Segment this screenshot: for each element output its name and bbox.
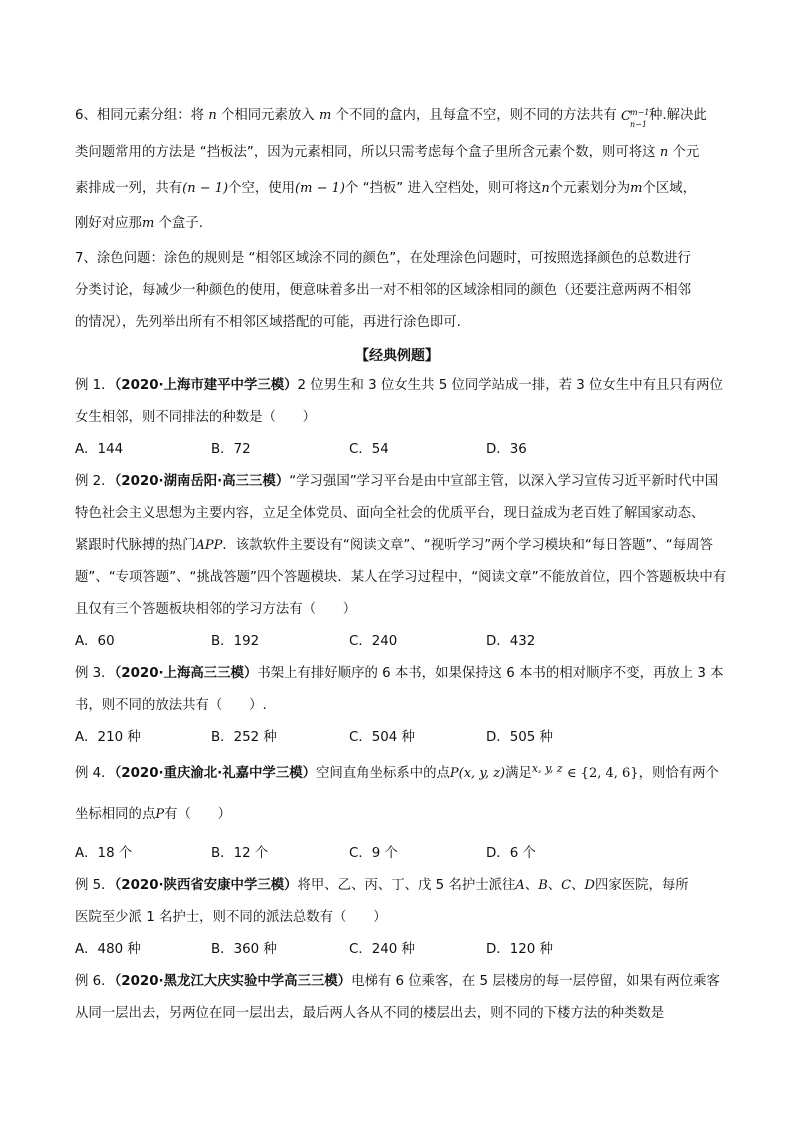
math-var: P (155, 807, 165, 822)
example-source: （2020·陕西省安康中学三模） (114, 878, 298, 893)
text: 个相同元素放入 (220, 108, 315, 123)
example-source: （2020·上海市建平中学三模） (114, 378, 298, 393)
math-var: B (538, 878, 548, 893)
text: 空间直角坐标系中的点 (316, 766, 450, 781)
example-3-line2: 书，则不同的放法共有（ ）. (75, 698, 267, 713)
math-expr: (m − 1) (295, 181, 345, 196)
theory-p7-line3: 的情况），先列举出所有不相邻区域搭配的可能，再进行涂色即可. (75, 315, 461, 330)
text: 紧跟时代脉搏的热门 (75, 538, 196, 553)
example-1-option-c: C．54 (349, 442, 389, 457)
text: 满足 (505, 766, 532, 781)
example-5-option-b: B．360 种 (211, 942, 277, 957)
math-var: A (515, 878, 525, 893)
math-var: n (541, 181, 550, 196)
math-expr: (n − 1) (182, 181, 229, 196)
text: 电梯有 6 位乘客，在 5 层楼房的每一层停留，如果有两位乘客 (351, 974, 720, 989)
math-expr: P(x, y, z) (449, 766, 506, 781)
example-label: 例 5． (75, 878, 115, 893)
text: 四家医院，每所 (594, 878, 689, 893)
theory-p6-line1 (75, 107, 707, 129)
example-source: （2020·上海高三三模） (114, 666, 258, 681)
example-1-option-d: D．36 (486, 442, 527, 457)
example-1-option-a: A．144 (75, 442, 124, 457)
text: 个 “挡板” 进入空档处，则可将这 (344, 181, 542, 196)
example-4-option-a: A．18 个 (75, 846, 133, 861)
example-4-option-b: B．12 个 (211, 846, 269, 861)
text: 书架上有排好顺序的 6 本书，如果保持这 6 本书的相对顺序不变，再放上 3 本 (257, 666, 724, 681)
example-5-option-d: D．120 种 (486, 942, 553, 957)
text: 个盒子. (158, 216, 203, 231)
example-5-line1 (75, 877, 689, 895)
math-expr: x, y, z (531, 762, 563, 775)
example-3-option-b: B．252 种 (211, 730, 277, 745)
example-2-line4: 题”、“专项答题”、“挑战答题”四个答题模块．某人在学习过程中，“阅读文章”不能放首位，四个答题板块中有 (75, 570, 727, 585)
example-2-line2: 特色社会主义思想为主要内容，立足全体党员、面向全社会的优质平台，现日益成为老百姓了解国家动态、 (75, 506, 705, 521)
text: 个空，使用 (228, 181, 296, 196)
example-3-option-d: D．505 种 (486, 730, 553, 745)
math-expr: ∈ {2, 4, 6} (566, 766, 639, 781)
separator: 、 (571, 878, 585, 893)
math-var: n (208, 108, 217, 123)
example-label: 例 4． (75, 766, 115, 781)
math-var: D (584, 878, 595, 893)
example-label: 例 6． (75, 974, 115, 989)
example-5-option-a: A．480 种 (75, 942, 141, 957)
example-4-line2 (75, 806, 231, 824)
theory-p6-line2 (75, 144, 699, 162)
text: 类问题常用的方法是 “挡板法”，因为元素相同，所以只需考虑每个盒子里所含元素个数，则可将这 (75, 145, 656, 160)
text: ，则恰有两个 (638, 766, 719, 781)
example-4-option-d: D．6 个 (486, 846, 536, 861)
theory-p7-line1: 7、涂色问题：涂色的规则是 “相邻区域涂不同的颜色”，在处理涂色问题时，可按照选择颜色的总数进行 (75, 251, 691, 266)
theory-p7-line2: 分类讨论，每减少一种颜色的使用，便意味着多出一对不相邻的区域涂相同的颜色（还要注意两两不相邻 (75, 283, 691, 298)
example-4-line1 (75, 762, 719, 783)
text: 刚好对应那 (75, 216, 142, 231)
example-6-line2: 从同一层出去，另两位在同一层出去，最后两人各从不同的楼层出去，则不同的下楼方法的种类数是 (75, 1006, 665, 1021)
math-var: m (141, 216, 155, 231)
comb-sup: m−1 (630, 108, 650, 117)
example-source: （2020·黑龙江大庆实验中学高三三模） (114, 974, 352, 989)
text: 2 位男生和 3 位女生共 5 位同学站成一排，若 3 位女生中有且只有两位 (297, 378, 723, 393)
text: 素排成一列，共有 (75, 181, 183, 196)
combination-formula: C m−1 n−1 (621, 107, 649, 125)
example-4-option-c: C．9 个 (349, 846, 398, 861)
text: 个不同的盒内，且每盒不空，则不同的方法共有 (335, 108, 617, 123)
example-3-option-c: C．504 种 (349, 730, 415, 745)
text: 6、相同元素分组：将 (75, 108, 205, 123)
theory-p6-line4 (75, 215, 203, 233)
text: 将甲、乙、丙、丁、戊 5 名护士派往 (297, 878, 516, 893)
example-3-option-a: A．210 种 (75, 730, 141, 745)
example-label: 例 1． (75, 378, 115, 393)
example-5-line2: 医院至少派 1 名护士，则不同的派法总数有（ ） (75, 910, 387, 925)
example-1-line1 (75, 377, 723, 395)
comb-sub: n−1 (630, 120, 647, 129)
text: 种.解决此 (649, 108, 707, 123)
example-1-line2: 女生相邻，则不同排法的种数是（ ） (75, 410, 317, 425)
example-source: （2020·湖南岳阳·高三三模） (114, 474, 290, 489)
text: 个元 (672, 145, 700, 160)
example-2-option-c: C．240 (349, 634, 398, 649)
math-var: n (659, 145, 669, 160)
example-source: （2020·重庆渝北·礼嘉中学三模） (114, 766, 316, 781)
example-2-option-a: A．60 (75, 634, 115, 649)
math-var: APP (195, 538, 223, 553)
text: ．该款软件主要设有“阅读文章”、“视听学习”两个学习模块和“每日答题”、“每周答 (222, 538, 713, 553)
section-title: 【经典例题】 (355, 348, 439, 364)
math-var: C (561, 878, 572, 893)
example-label: 例 2． (75, 474, 115, 489)
example-label: 例 3． (75, 666, 115, 681)
separator: 、 (524, 878, 539, 893)
example-1-option-b: B．72 (211, 442, 251, 457)
text: 个元素划分为 (549, 181, 631, 196)
text: 坐标相同的点 (75, 807, 156, 822)
example-5-option-c: C．240 种 (349, 942, 415, 957)
text: 有（ ） (164, 807, 232, 822)
example-3-line1 (75, 665, 724, 683)
example-6-line1 (75, 973, 720, 991)
example-2-option-d: D．432 (486, 634, 536, 649)
example-2-line1 (75, 473, 718, 491)
example-2-line3 (75, 537, 713, 555)
text: “学习强国”学习平台是由中宣部主管，以深入学习宣传习近平新时代中国 (289, 474, 719, 489)
example-2-option-b: B．192 (211, 634, 260, 649)
text: 个区域， (642, 181, 697, 196)
example-2-line5: 且仅有三个答题板块相邻的学习方法有（ ） (75, 602, 357, 617)
math-var: m (318, 108, 332, 123)
theory-p6-line3 (75, 180, 696, 198)
math-var: m (630, 181, 643, 196)
separator: 、 (547, 878, 562, 893)
